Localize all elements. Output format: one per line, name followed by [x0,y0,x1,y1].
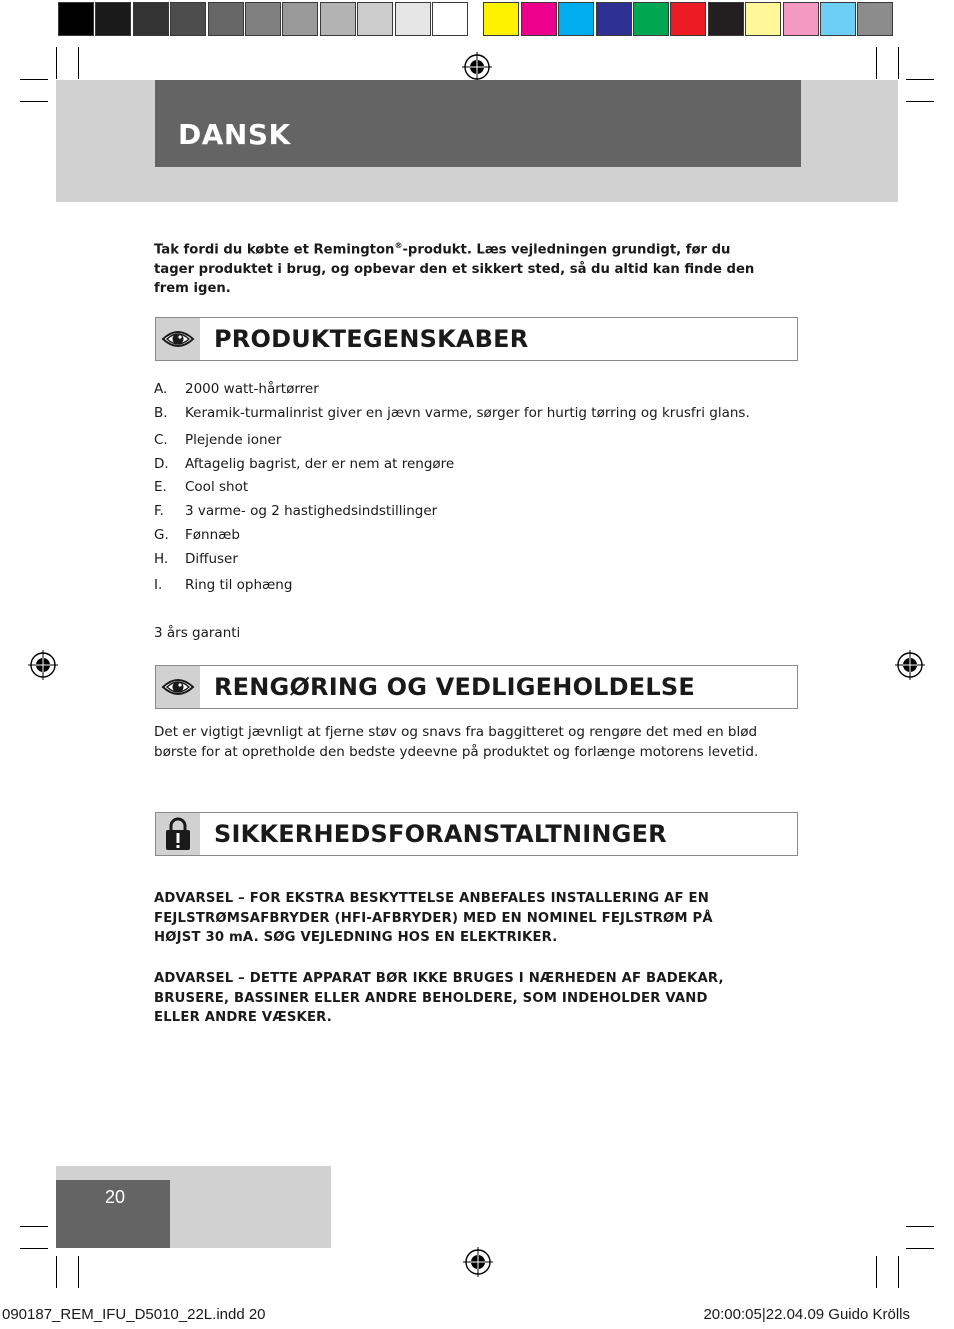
color-swatch [95,2,131,36]
crop-mark [20,1248,48,1249]
color-swatch [395,2,431,36]
color-swatch [483,2,519,36]
registration-mark-icon [895,650,925,680]
crop-mark [56,1256,57,1288]
feature-letter: G. [154,527,169,543]
color-swatch [521,2,557,36]
section-title: SIKKERHEDSFORANSTALTNINGER [214,820,667,848]
feature-item [154,431,281,449]
feature-item [154,526,240,544]
color-swatch [783,2,819,36]
feature-item [154,576,292,594]
color-swatch [670,2,706,36]
section-icon-cell [156,813,200,855]
feature-letter: C. [154,432,168,448]
feature-text: Fønnæb [185,527,240,543]
feature-text: Ring til ophæng [185,577,293,593]
slug-file-info: 090187_REM_IFU_D5010_22L.indd 20 [2,1306,266,1323]
feature-item [154,502,437,520]
crop-mark [898,1256,899,1288]
page-number: 20 [104,1187,126,1207]
section-icon-cell [156,666,200,708]
feature-letter: E. [154,479,167,495]
feature-item [154,455,454,473]
feature-item [154,550,238,568]
color-swatch [170,2,206,36]
crop-mark [898,47,899,79]
feature-letter: A. [154,381,168,397]
intro-text-part1: Tak fordi du købte et Remington [154,242,395,258]
crop-mark [78,47,79,79]
intro-text-part2: -produkt. Læs vejledningen grundigt, før du tager produktet i brug, og opbevar den et sikkert sted, så du altid kan finde den frem igen. [154,242,755,297]
feature-letter: I. [154,577,163,593]
eye-icon [161,328,195,350]
color-swatch [558,2,594,36]
registration-mark-icon [463,1247,493,1277]
crop-mark [906,1248,934,1249]
color-swatch [245,2,281,36]
feature-text: Keramik-turmalinrist giver en jævn varme, sørger for hurtig tørring og krusfri glans. [185,405,750,421]
section-title: RENGØRING OG VEDLIGEHOLDELSE [214,673,695,701]
warning-paragraph: ADVARSEL – DETTE APPARAT BØR IKKE BRUGES I NÆRHEDEN AF BADEKAR, BRUSERE, BASSINER ELLER ANDRE BEHOLDERE, SOM INDEHOLDER VAND ELLER ANDRE VÆSKER. [154,971,724,1025]
color-swatch [708,2,744,36]
section-header-features [155,317,798,361]
feature-letter: F. [154,503,164,519]
padlock-warning-icon [164,817,192,851]
section-header-safety [155,812,798,856]
color-swatch [745,2,781,36]
color-calibration-strip [58,2,896,38]
section-icon-cell [156,318,200,360]
feature-text: Diffuser [185,551,238,567]
color-swatch [432,2,468,36]
color-swatch [820,2,856,36]
registration-mark-icon [462,52,492,82]
feature-text: Aftagelig bagrist, der er nem at rengøre [185,456,455,472]
crop-mark [20,1226,48,1227]
crop-mark [20,79,48,80]
crop-mark [906,79,934,80]
color-swatch [133,2,169,36]
color-swatch [633,2,669,36]
color-swatch [58,2,94,36]
eye-icon [161,676,195,698]
color-swatch [596,2,632,36]
crop-mark [906,101,934,102]
feature-item [154,478,248,496]
color-swatch [857,2,893,36]
page-title: DANSK [178,118,291,151]
slug-timestamp: 20:00:05|22.04.09 Guido Krölls [703,1306,910,1323]
registered-mark: ® [394,241,403,250]
feature-text: 3 varme- og 2 hastighedsindstillinger [185,503,438,519]
feature-letter: B. [154,405,168,421]
feature-item [154,404,750,422]
crop-mark [876,47,877,79]
color-swatch [320,2,356,36]
crop-mark [876,1256,877,1288]
feature-text: Plejende ioner [185,432,282,448]
intro-paragraph [154,236,774,299]
crop-mark [20,101,48,102]
warning-paragraph: ADVARSEL – FOR EKSTRA BESKYTTELSE ANBEFALES INSTALLERING AF EN FEJLSTRØMSAFBRYDER (HFI-AFBRYDER) MED EN NOMINEL FEJLSTRØM PÅ HØJST 30 mA. SØG VEJLEDNING HOS EN ELEKTRIKER. [154,891,713,945]
warranty-text: 3 års garanti [154,625,241,641]
crop-mark [906,1226,934,1227]
section-header-cleaning [155,665,798,709]
color-swatch [282,2,318,36]
feature-letter: D. [154,456,169,472]
feature-text: 2000 watt-hårtørrer [185,381,319,397]
feature-item [154,380,319,398]
cleaning-paragraph: Det er vigtigt jævnligt at fjerne støv og snavs fra baggitteret og rengøre det med en blød børste for at opretholde den bedste ydeevne på produktet og forlænge motorens levetid. [154,724,759,760]
registration-mark-icon [28,650,58,680]
section-title: PRODUKTEGENSKABER [214,325,529,353]
feature-letter: H. [154,551,169,567]
crop-mark [56,47,57,79]
feature-text: Cool shot [185,479,249,495]
color-swatch [357,2,393,36]
crop-mark [78,1256,79,1288]
color-swatch [208,2,244,36]
